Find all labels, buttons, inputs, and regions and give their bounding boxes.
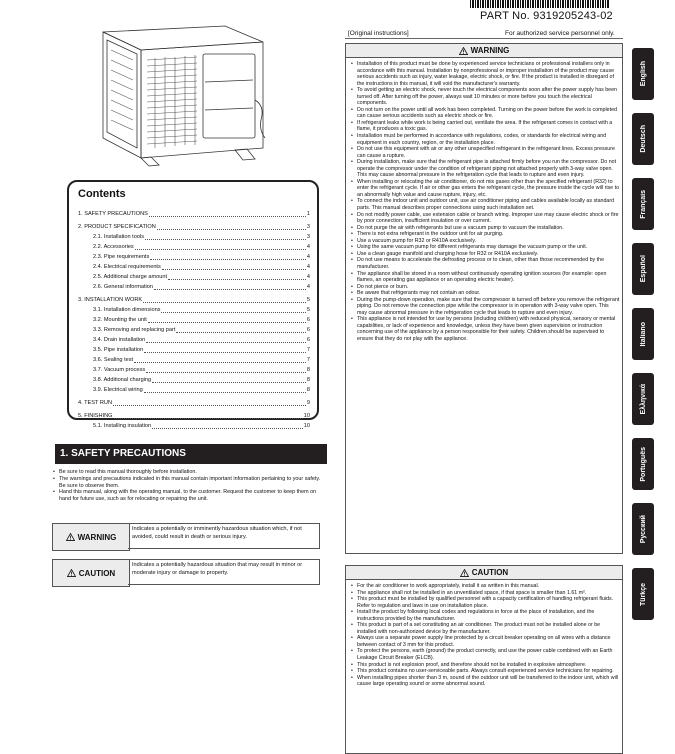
warning-box-header: [345, 43, 623, 58]
warning-item: • During the pump-down operation, make sure that the compressor is turned off before you remove the refrigerant piping. Do not remove the connection pipe while the compressor is in operation with 3-way valve open. This may cause abnormal pressure in the refrigeration cycle that leads to rupture and even injury.: [350, 297, 620, 317]
toc-leader-dots: [135, 249, 306, 250]
contents-box: [67, 180, 319, 429]
warning-item: • Do not use this equipment with air or any other unspecified refrigerant in the refrigerant lines. Excess pressure can cause a rupture.: [350, 146, 620, 159]
lang-tab-russkiy[interactable]: Русский: [632, 503, 654, 555]
toc-entry-label: 2.5. Additional charge amount: [93, 274, 168, 280]
toc-leader-dots: [144, 352, 306, 353]
toc-leader-dots: [134, 362, 306, 363]
toc-entry[interactable]: [78, 325, 310, 335]
toc-entry-page: 4: [306, 264, 310, 270]
lang-tab-italiano[interactable]: Italiano: [632, 308, 654, 360]
warning-item: • Be aware that refrigerants may not contain an odour.: [350, 290, 620, 297]
toc-entry-page: 6: [306, 337, 310, 343]
warning-box-title: WARNING: [470, 46, 510, 55]
outdoor-unit-illustration: [85, 20, 275, 180]
toc-entry[interactable]: [78, 411, 310, 421]
toc-entry[interactable]: [78, 345, 310, 355]
toc-leader-dots: [143, 302, 306, 303]
toc-entry[interactable]: [78, 252, 310, 262]
warning-triangle-icon: [459, 47, 468, 55]
caution-box-header: [345, 565, 623, 580]
toc-entry[interactable]: [78, 398, 310, 408]
safety-heading: 1. SAFETY PRECAUTIONS: [55, 444, 327, 464]
toc-entry-label: 2.2. Accessories: [93, 244, 134, 250]
toc-entry-label: 3.8. Additional charging: [93, 377, 152, 383]
warning-item: • Do not purge the air with refrigerants but use a vacuum pump to vacuum the installation.: [350, 225, 620, 232]
toc-leader-dots: [145, 239, 306, 240]
toc-entry-label: 3.4. Drain installation: [93, 337, 146, 343]
toc-entry[interactable]: [78, 295, 310, 305]
warning-item: • During installation, make sure that the refrigerant pipe is attached firmly before you run the compressor. Do not operate the compressor under the condition of refrigerant piping not attached properly with 3-way valve open. This may cause abnormal pressure in the refrigeration cycle that leads to rupture and even injury.: [350, 159, 620, 179]
toc-leader-dots: [113, 405, 306, 406]
caution-item: • This product is part of a set constituting an air conditioner. The product must not be installed alone or be installed with non-authorized device by the manufacturer.: [350, 622, 620, 635]
toc-entry-page: 7: [306, 357, 310, 363]
lang-tab-portugues[interactable]: Português: [632, 438, 654, 490]
toc-entry[interactable]: [78, 305, 310, 315]
toc-entry[interactable]: [78, 209, 310, 219]
toc-entry-page: 5: [306, 297, 310, 303]
caution-item: • Install the product by following local codes and regulations in force at the place of installation, and the instructions provided by the manufacturer.: [350, 609, 620, 622]
warning-list: [350, 61, 620, 343]
intro-item: • The warnings and precautions indicated in this manual contain important information pertaining to your safety. Be sure to observe them.: [53, 476, 321, 490]
toc-leader-dots: [162, 269, 306, 270]
toc-entry-page: 8: [306, 367, 310, 373]
toc-entry-page: 8: [306, 377, 310, 383]
lang-tab-espanol[interactable]: Español: [632, 243, 654, 295]
warning-triangle-icon: [66, 533, 75, 541]
toc-entry-page: 7: [306, 347, 310, 353]
warning-item: • Use a clean gauge manifold and charging hose for R32 or R410A exclusively.: [350, 251, 620, 258]
toc-leader-dots: [149, 216, 306, 217]
toc-leader-dots: [161, 312, 305, 313]
toc-entry-label: 5. FINISHING: [78, 413, 113, 419]
toc-entry[interactable]: [78, 385, 310, 395]
toc-entry-page: 4: [306, 244, 310, 250]
warning-item: • Do not pierce or burn.: [350, 284, 620, 291]
toc-entry-label: 2. PRODUCT SPECIFICATION: [78, 224, 156, 230]
toc-entry-label: 2.3. Pipe requirements: [93, 254, 150, 260]
contents-title: Contents: [78, 188, 126, 200]
toc-entry-label: 4. TEST RUN: [78, 400, 112, 406]
warning-legend-label: [52, 523, 130, 551]
toc-entry-label: 3.2. Mounting the unit: [93, 317, 147, 323]
toc-entry-label: 3.3. Removing and replacing part: [93, 327, 176, 333]
warning-item: • To avoid getting an electric shock, never touch the electrical components soon after the power supply has been turned off. After turning off the power, always wait 10 minutes or more before you touch the electrical components.: [350, 87, 620, 107]
warning-item: • When installing or relocating the air conditioner, do not mix gases other than the specified refrigerant (R32) to enter the refrigerant cycle. If air or other gas enters the refrigerant cycle, the pressure inside the cycle will rise to an abnormally high value and cause rupture, injury, etc.: [350, 179, 620, 199]
toc-leader-dots: [176, 332, 305, 333]
toc-entry-page: 6: [306, 317, 310, 323]
lang-tab-english[interactable]: English: [632, 48, 654, 100]
toc-leader-dots: [114, 418, 303, 419]
toc-leader-dots: [144, 392, 306, 393]
caution-box: [345, 579, 623, 754]
toc-entry-label: 3.7. Vacuum process: [93, 367, 146, 373]
toc-entry[interactable]: [78, 262, 310, 272]
caution-triangle-icon: [67, 569, 76, 577]
caution-triangle-icon: [460, 569, 469, 577]
toc-entry-label: 3.6. Sealing test: [93, 357, 134, 363]
toc-leader-dots: [148, 322, 306, 323]
caution-item: • Always use a separate power supply line protected by a circuit breaker operating on all wires with a distance between contact of 3 mm for this product.: [350, 635, 620, 648]
authorized-personnel-label: For authorized service personnel only.: [505, 30, 615, 37]
toc-entry[interactable]: [78, 222, 310, 232]
toc-leader-dots: [146, 342, 306, 343]
warning-item: • Using the same vacuum pump for different refrigerants may damage the vacuum pump or the unit.: [350, 244, 620, 251]
warning-item: • This appliance is not intended for use by persons (including children) with reduced physical, sensory or mental capabilities, or lack of experience and knowledge, unless they have been given supervision or instruction concerning use of the appliance by a person responsible for their safety. Children should be supervised to ensure that they do not play with the appliance.: [350, 316, 620, 342]
original-instructions-label: [Original instructions]: [348, 30, 409, 37]
toc-entry-page: 4: [306, 254, 310, 260]
toc-leader-dots: [150, 259, 306, 260]
warning-legend-text: WARNING: [77, 532, 117, 542]
warning-item: • Use a vacuum pump for R32 or R410A exclusively.: [350, 238, 620, 245]
toc-entry[interactable]: [78, 272, 310, 282]
caution-item: • When installing pipes shorter than 3 m, sound of the outdoor unit will be transferred to the indoor unit, which will cause large operating sound or some abnormal sound.: [350, 675, 620, 688]
caution-legend-label: [52, 559, 130, 587]
toc-entry-page: 10: [303, 423, 310, 429]
warning-box: [345, 57, 623, 554]
warning-item: • Do not use means to accelerate the defrosting process or to clean, other than those recommended by the manufacturer.: [350, 257, 620, 270]
toc-entry[interactable]: [78, 232, 310, 242]
toc-entry-label: 2.4. Electrical requirements: [93, 264, 161, 270]
caution-item: • This product contains no user-serviceable parts. Always consult experienced service technicians for repairing.: [350, 668, 620, 675]
toc-entry[interactable]: [78, 355, 310, 365]
toc-entry-label: 2.6. General information: [93, 284, 154, 290]
caution-item: • This product must be installed by qualified personnel with a capacity certification of handling refrigerant fluids. Refer to regulation and laws in use on installation place.: [350, 596, 620, 609]
warning-item: • Do not turn on the power until all work has been completed. Turning on the power before the work is completed can cause serious accidents such as electric shock or fire.: [350, 107, 620, 120]
toc-entry-page: 9: [306, 400, 310, 406]
lang-tab-francais[interactable]: Français: [632, 178, 654, 230]
toc-entry-page: 4: [306, 284, 310, 290]
toc-entry-label: 3.1. Installation dimensions: [93, 307, 161, 313]
contents-list: [78, 209, 310, 431]
header-rule: [345, 38, 623, 39]
toc-entry[interactable]: [78, 242, 310, 252]
warning-item: • Installation must be performed in accordance with regulations, codes, or standards for electrical wiring and equipment in each country, region, or the installation place.: [350, 133, 620, 146]
warning-item: • To connect the indoor unit and outdoor unit, use air conditioner piping and cables available locally as standard parts. This manual describes proper connections using such installation set.: [350, 198, 620, 211]
toc-leader-dots: [146, 372, 306, 373]
toc-leader-dots: [168, 279, 306, 280]
toc-leader-dots: [152, 428, 303, 429]
toc-entry[interactable]: [78, 335, 310, 345]
toc-entry[interactable]: [78, 375, 310, 385]
safety-intro-list: [53, 469, 321, 503]
toc-entry[interactable]: [78, 365, 310, 375]
toc-entry-label: 5.1. Installing insulation: [93, 423, 152, 429]
toc-leader-dots: [154, 289, 306, 290]
warning-item: • There is not extra refrigerant in the outdoor unit for air purging.: [350, 231, 620, 238]
warning-item: • The appliance shall be stored in a room without continuously operating ignition sources (for example: open flames, an operating gas appliance or an operating electric heater).: [350, 271, 620, 284]
part-number: PART No. 9319205243-02: [480, 10, 613, 22]
toc-entry-page: 6: [306, 327, 310, 333]
toc-entry-page: 1: [306, 211, 310, 217]
toc-entry-page: 8: [306, 387, 310, 393]
warning-legend-description: Indicates a potentially or imminently hazardous situation which, if not avoided, could result in death or serious injury.: [128, 523, 320, 549]
toc-leader-dots: [157, 229, 306, 230]
toc-entry-page: 5: [306, 307, 310, 313]
barcode: [470, 0, 610, 8]
caution-item: • This product is not explosion proof, and therefore should not be installed in explosive atmosphere.: [350, 662, 620, 669]
toc-leader-dots: [152, 382, 306, 383]
toc-entry-label: 3. INSTALLATION WORK: [78, 297, 143, 303]
toc-entry-page: 4: [306, 274, 310, 280]
toc-entry-page: 3: [306, 234, 310, 240]
toc-entry-label: 1. SAFETY PRECAUTIONS: [78, 211, 148, 217]
caution-item: • For the air conditioner to work appropriately, install it as written in this manual.: [350, 583, 620, 590]
warning-item: • If refrigerant leaks while work is being carried out, ventilate the area. If the refrigerant comes in contact with a flame, it produces a toxic gas.: [350, 120, 620, 133]
toc-entry[interactable]: [78, 421, 310, 431]
intro-item: • Be sure to read this manual thoroughly before installation.: [53, 469, 321, 476]
caution-item: • The appliance shall not be installed in an unventilated space, if that space is smaller than 1.61 m².: [350, 590, 620, 597]
toc-entry-page: 3: [306, 224, 310, 230]
lang-tab-turkce[interactable]: Türkçe: [632, 568, 654, 620]
toc-entry-label: 2.1. Installation tools: [93, 234, 144, 240]
caution-legend-description: Indicates a potentially hazardous situation that may result in minor or moderate injury or damage to property.: [128, 559, 320, 585]
lang-tab-ellinika[interactable]: Ελληνικά: [632, 373, 654, 425]
caution-list: [350, 583, 620, 688]
warning-item: • Do not modify power cable, use extension cable or branch wiring. Improper use may cause electric shock or fire by poor connection, insufficient insulation or over current.: [350, 212, 620, 225]
intro-item: • Hand this manual, along with the operating manual, to the customer. Request the customer to keep them on hand for future use, such as for relocating or repairing the unit.: [53, 489, 321, 503]
caution-box-title: CAUTION: [471, 568, 509, 577]
caution-legend-text: CAUTION: [78, 568, 116, 578]
toc-entry-page: 10: [303, 413, 310, 419]
caution-item: • To protect the persons, earth (ground) the product correctly, and use the power cable combined with an Earth Leakage Circuit Breaker (ELCB).: [350, 648, 620, 661]
toc-entry[interactable]: [78, 282, 310, 292]
toc-entry-label: 3.5. Pipe installation: [93, 347, 144, 353]
warning-item: • Installation of this product must be done by experienced service technicians or professional installers only in accordance with this manual. Installation by nonprofessional or improper installation of the product may cause serious accidents such as injury, water leakage, electric shock, or fire. If the product is installed in disregard of the instructions in this manual, it will void the manufacturer's warranty.: [350, 61, 620, 87]
lang-tab-deutsch[interactable]: Deutsch: [632, 113, 654, 165]
toc-entry[interactable]: [78, 315, 310, 325]
toc-entry-label: 3.9. Electrical wiring: [93, 387, 143, 393]
